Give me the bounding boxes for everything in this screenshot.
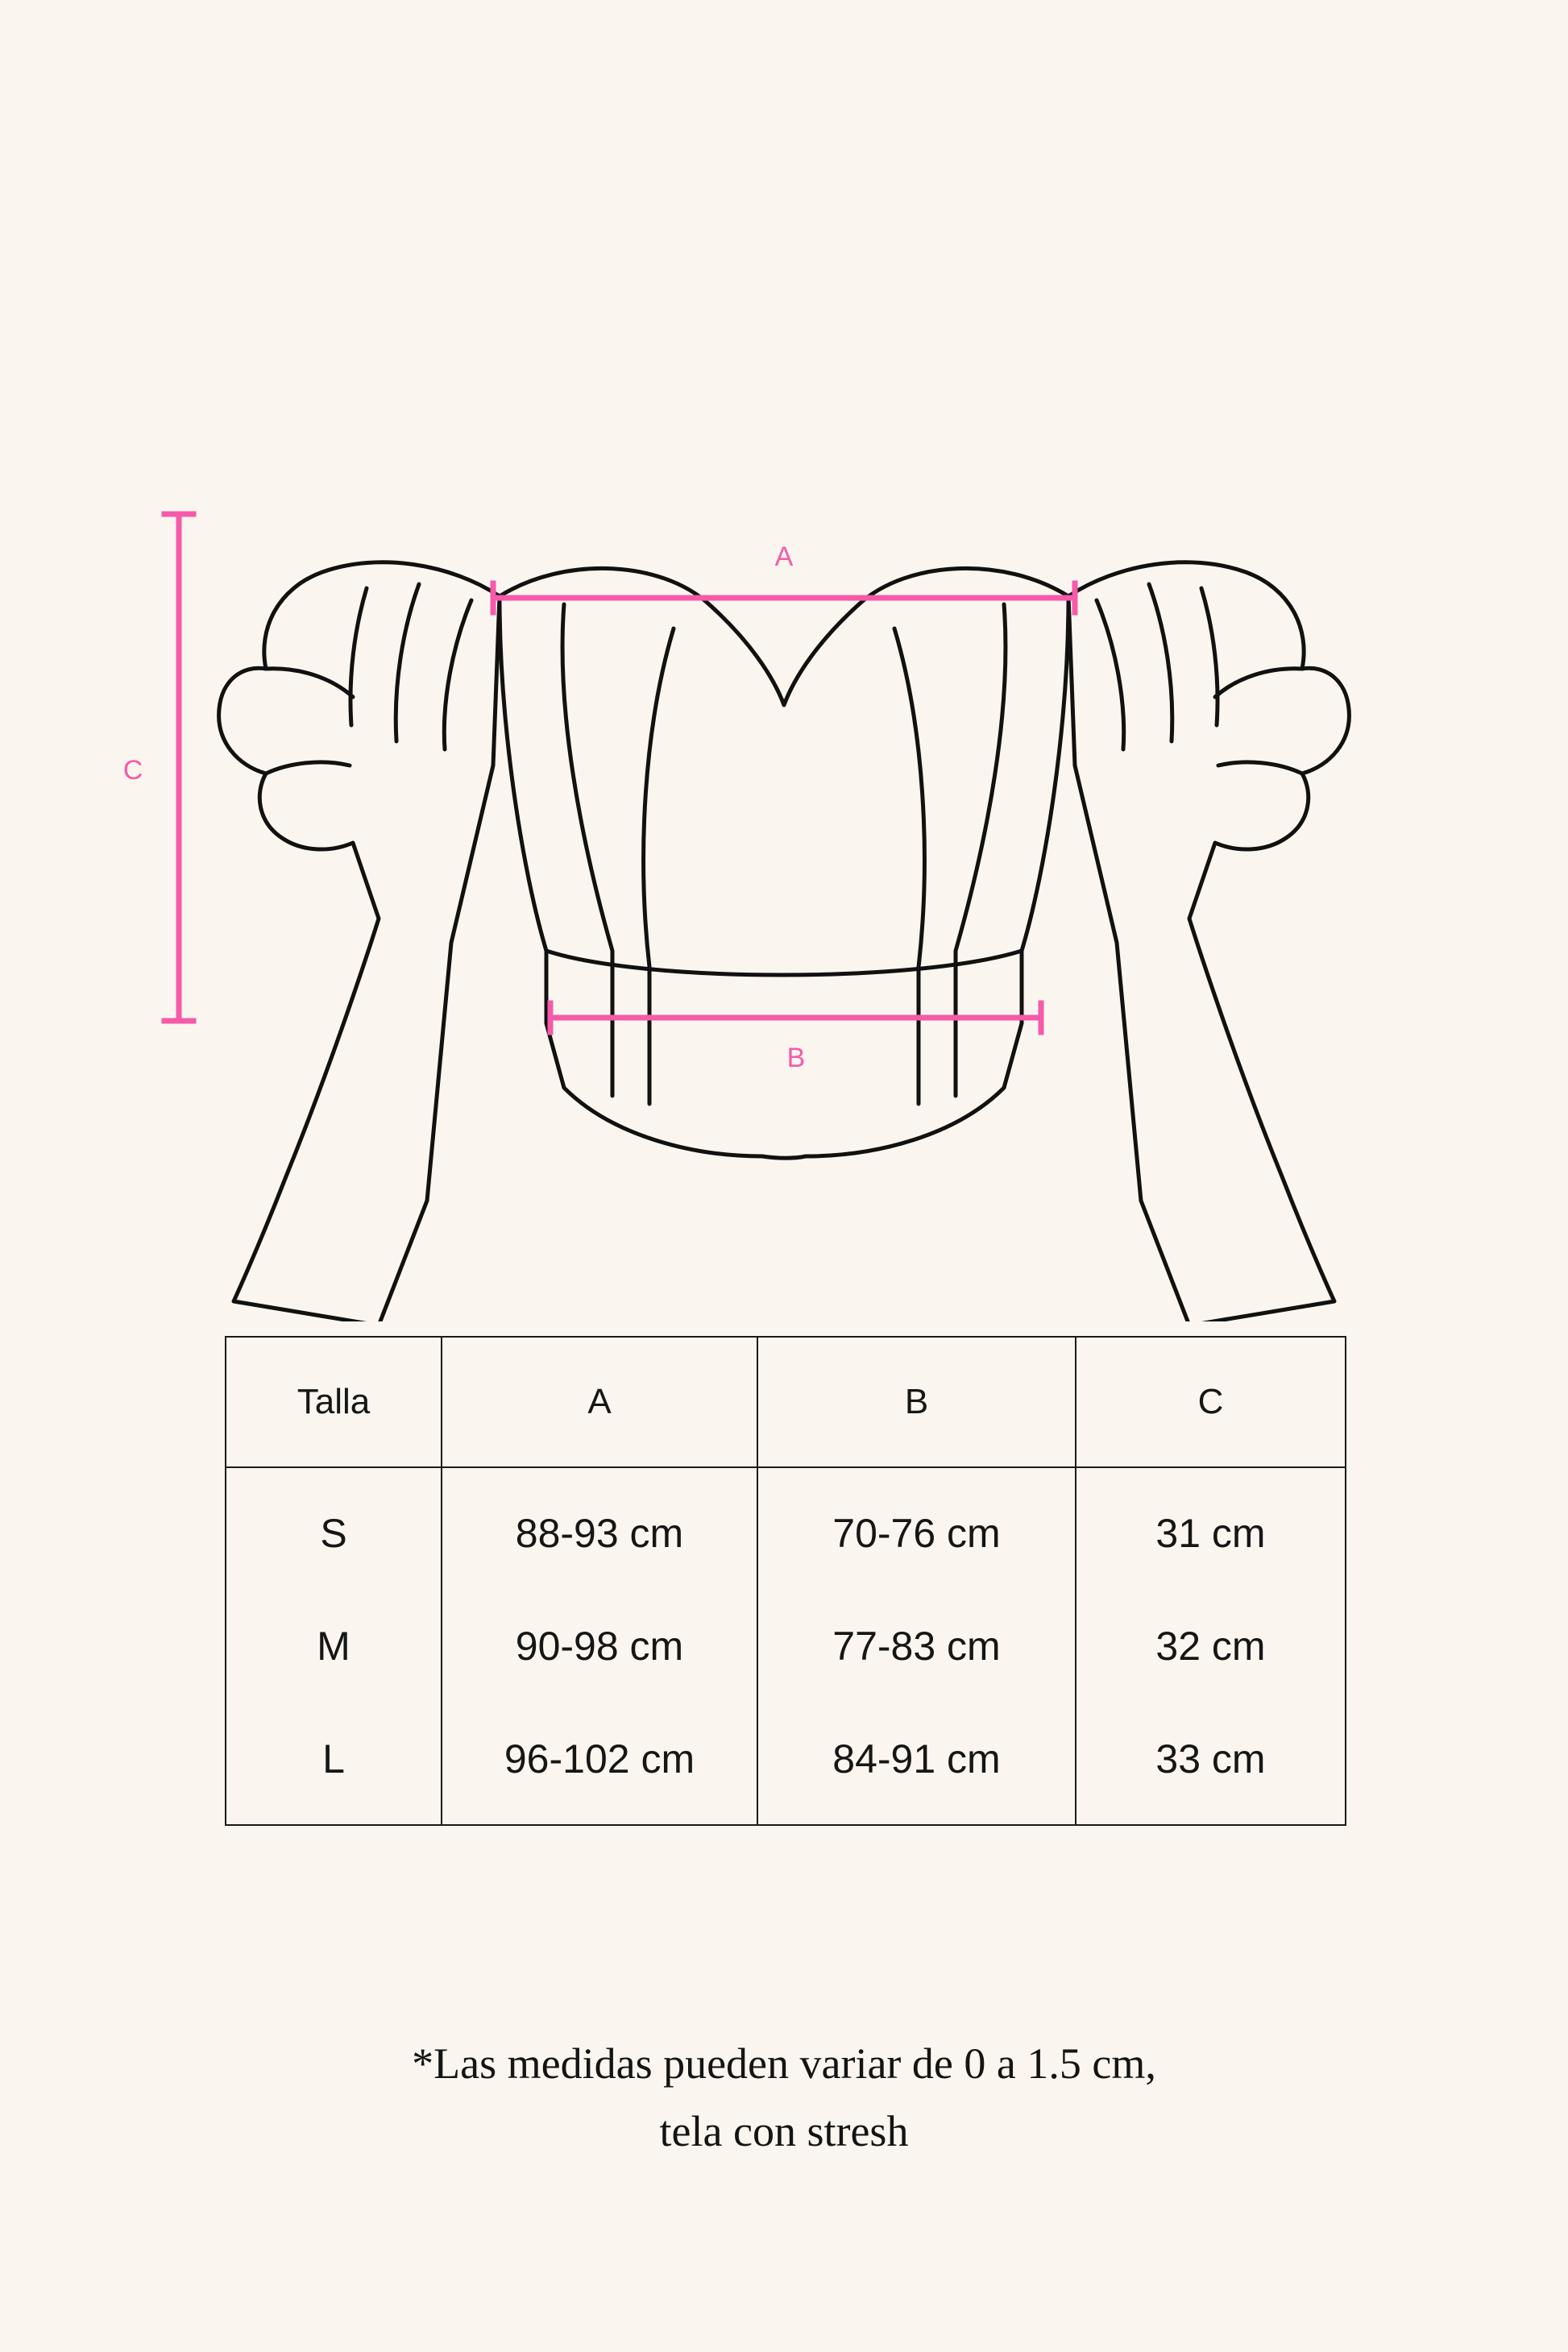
footnote <box>0 2031 1568 2165</box>
table-header-row <box>226 1337 1346 1467</box>
footnote-line-2: tela con stresh <box>659 2106 909 2155</box>
dimension-label-a: A <box>774 541 794 572</box>
table-header-a: A <box>442 1337 757 1467</box>
dimension-line-b <box>550 1003 1041 1032</box>
cell-b: 84-91 cm <box>757 1703 1076 1825</box>
footnote-line-1: *Las medidas pueden variar de 0 a 1.5 cm, <box>412 2039 1156 2088</box>
cell-c: 32 cm <box>1076 1590 1346 1703</box>
cell-c: 31 cm <box>1076 1467 1346 1590</box>
cell-b: 77-83 cm <box>757 1590 1076 1703</box>
cell-a: 96-102 cm <box>442 1703 757 1825</box>
table-row <box>226 1467 1346 1590</box>
cell-c: 33 cm <box>1076 1703 1346 1825</box>
table-header-b: B <box>757 1337 1076 1467</box>
dimension-label-c: C <box>122 755 143 786</box>
table-row <box>226 1703 1346 1825</box>
cell-size: M <box>226 1590 442 1703</box>
cell-a: 88-93 cm <box>442 1467 757 1590</box>
cell-b: 70-76 cm <box>757 1467 1076 1590</box>
dimension-label-b: B <box>786 1043 806 1073</box>
table-header-talla: Talla <box>226 1337 442 1467</box>
cell-a: 90-98 cm <box>442 1590 757 1703</box>
garment-illustration <box>0 387 1568 1321</box>
dimension-line-c <box>164 514 193 1021</box>
table-header-c: C <box>1076 1337 1346 1467</box>
cell-size: S <box>226 1467 442 1590</box>
dimension-line-a <box>493 583 1075 612</box>
size-table <box>225 1336 1346 1826</box>
cell-size: L <box>226 1703 442 1825</box>
table-row <box>226 1590 1346 1703</box>
